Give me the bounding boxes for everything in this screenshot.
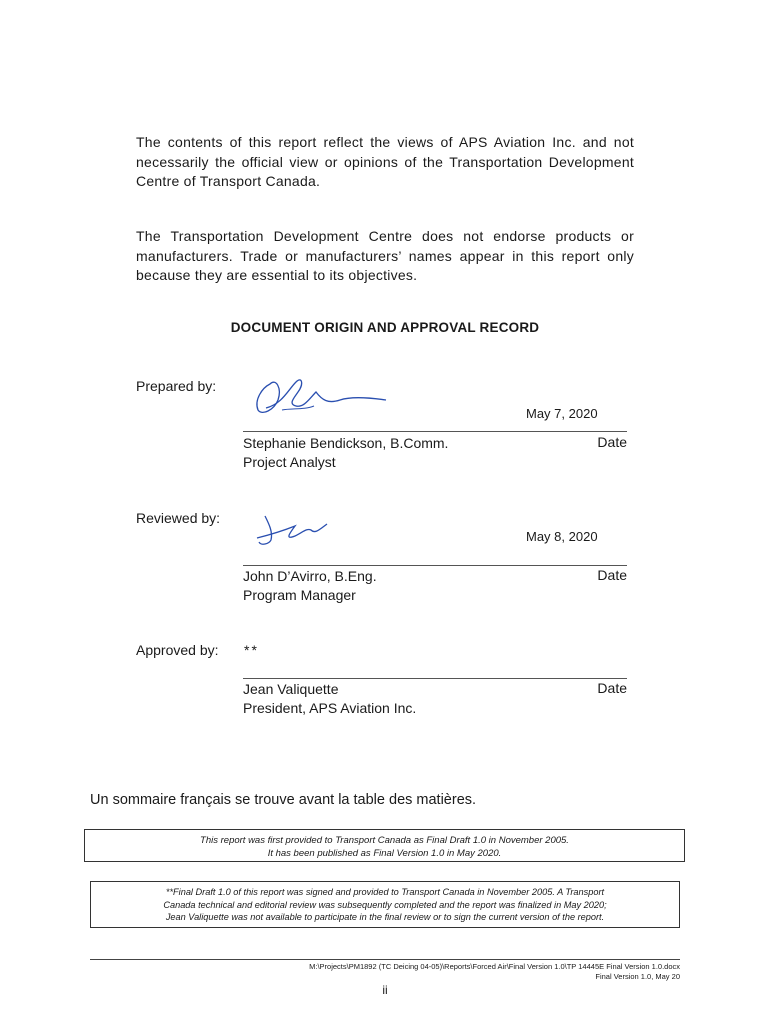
french-summary-note: Un sommaire français se trouve avant la table des matières. [90,792,477,808]
approval-heading: DOCUMENT ORIGIN AND APPROVAL RECORD [230,320,540,335]
approved-by-label: Approved by: [136,642,219,658]
prepared-by-label: Prepared by: [136,378,217,394]
footnote-line-2: Canada technical and editorial review was subsequently completed and the report was finalized in May 2020; [163,899,607,910]
footer-divider [90,959,680,960]
disclaimer-text-2: The Transportation Development Centre does not endorse products or manufacturers. Trade or manufacturers’ names appear in this report only because they are essential to its objectives. [136,228,634,283]
reviewed-title: Program Manager [243,587,356,603]
approved-name: Jean Valiquette [243,681,339,697]
page-number: ii [382,983,388,997]
signature-footnote-box [90,881,680,928]
footer-version: Final Version 1.0, May 20 [595,972,680,981]
prepared-date: May 7, 2020 [526,406,598,421]
prepared-date-label: Date [597,434,627,450]
approved-signature-mark: ** [244,642,259,658]
footnote-line-1: **Final Draft 1.0 of this report was signed and provided to Transport Canada in November 2005. A Transport [165,887,605,897]
notice-line-1: This report was first provided to Transport Canada as Final Draft 1.0 in November 2005. [200,835,569,846]
disclaimer-text-1: The contents of this report reflect the views of APS Aviation Inc. and not necessarily the official view or opinions of the Transportation Development Centre of Transport Canada. [136,134,634,189]
reviewed-by-label: Reviewed by: [136,510,221,526]
notice-line-2: It has been published as Final Version 1.0 in May 2020. [267,848,502,859]
reviewed-signature [255,512,335,548]
reviewed-date: May 8, 2020 [526,529,598,544]
approved-date-label: Date [597,680,627,696]
approved-title: President, APS Aviation Inc. [243,700,417,716]
reviewed-signature-line [243,565,627,566]
prepared-name: Stephanie Bendickson, B.Comm. [243,435,449,451]
footer-file-path: M:\Projects\PM1892 (TC Deicing 04-05)\Reports\Forced Air\Final Version 1.0\TP 14445E Final Version 1.0.docx [309,962,680,971]
disclaimer-paragraph-1 [136,133,634,192]
prepared-title: Project Analyst [243,454,336,470]
prepared-signature-line [243,431,627,432]
prepared-signature [252,370,392,418]
reviewed-name: John D’Avirro, B.Eng. [243,568,377,584]
footnote-line-3: Jean Valiquette was not available to participate in the final review or to sign the current version of the report. [165,912,605,922]
footer-file-info [309,962,680,982]
disclaimer-paragraph-2 [136,227,634,286]
reviewed-date-label: Date [597,567,627,583]
publication-notice-box [84,829,685,862]
approved-signature-line [243,678,627,679]
